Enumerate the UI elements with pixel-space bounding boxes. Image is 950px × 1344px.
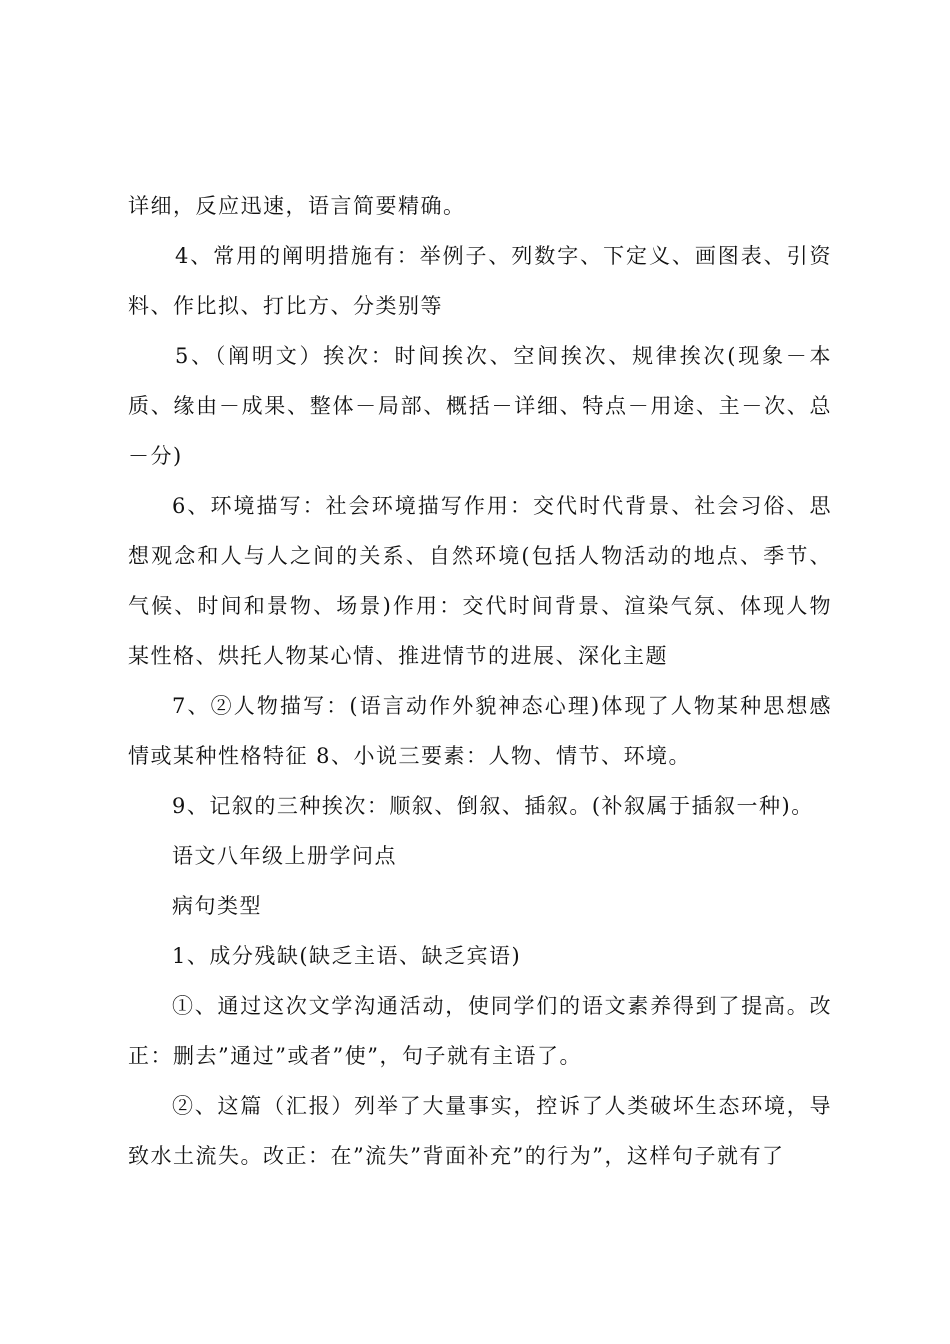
subsection-title: 病句类型 (172, 894, 262, 918)
paragraph-item-4: 4、常用的阐明措施有：举例子、列数字、下定义、画图表、引资料、作比拟、打比方、分类别等 (128, 244, 832, 318)
paragraph-item-5: 5、（阐明文）挨次：时间挨次、空间挨次、规律挨次(现象－本质、缘由－成果、整体－局部、概括－详细、特点－用途、主－次、总－分) (128, 344, 832, 468)
section-title: 语文八年级上册学问点 (172, 844, 397, 868)
document-body (128, 181, 832, 1181)
example-sentence-2: ②、这篇（汇报）列举了大量事实，控诉了人类破坏生态环境，导致水土流失。改正：在”流失”背面补充”的行为”，这样句子就有了 (128, 1094, 832, 1168)
example-sentence-1: ①、通过这次文学沟通活动，使同学们的语文素养得到了提高。改正：删去”通过”或者”使”，句子就有主语了。 (128, 994, 832, 1068)
paragraph-item-9: 9、记叙的三种挨次：顺叙、倒叙、插叙。(补叙属于插叙一种)。 (172, 794, 814, 818)
paragraph-continuation: 详细，反应迅速，语言简要精确。 (128, 194, 466, 218)
paragraph-item-7: 7、②人物描写：(语言动作外貌神态心理)体现了人物某种思想感情或某种性格特征 8、小说三要素：人物、情节、环境。 (128, 694, 832, 768)
paragraph-item-6: 6、环境描写：社会环境描写作用：交代时代背景、社会习俗、思想观念和人与人之间的关系、自然环境(包括人物活动的地点、季节、气候、时间和景物、场景)作用：交代时间背景、渲染气氛、体现人物某性格、烘托人物某心情、推进情节的进展、深化主题 (128, 494, 832, 668)
paragraph-item-1: 1、成分残缺(缺乏主语、缺乏宾语) (172, 944, 522, 968)
